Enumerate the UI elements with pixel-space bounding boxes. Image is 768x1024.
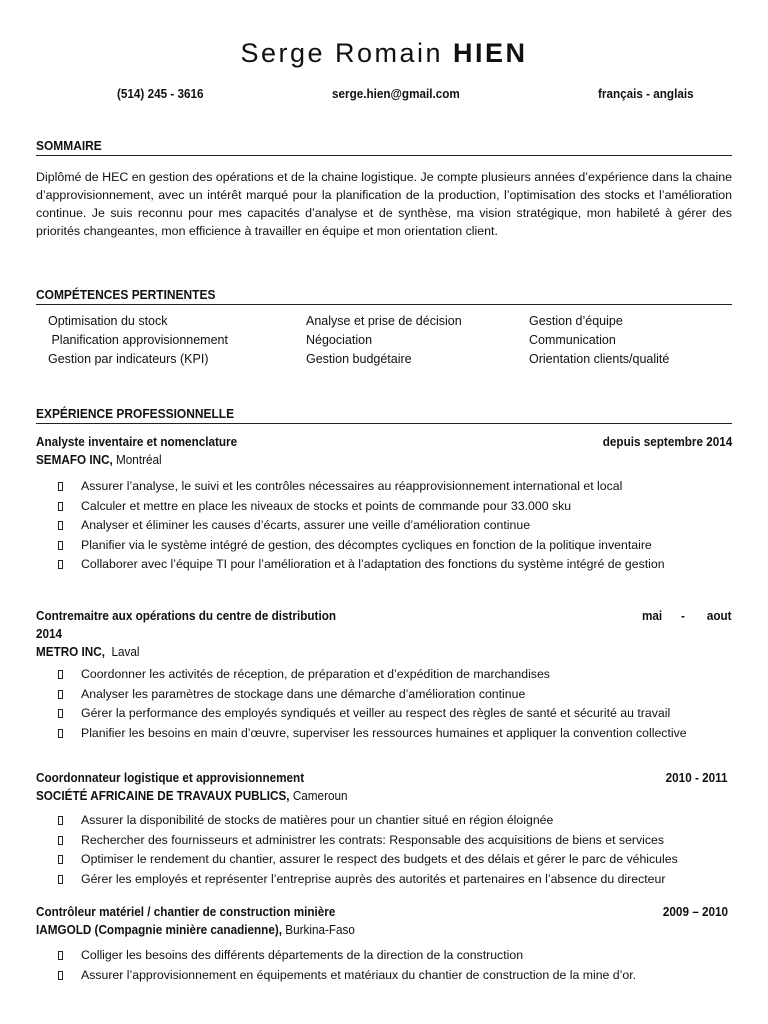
job-date: 2009 – 2010 [662,905,728,919]
list-item: Gérer les employés et représenter l’entreprise auprès des autorités et partenaires en l’absence du directeur [56,870,678,890]
bullet-icon [58,541,63,550]
list-item: Assurer l’approvisionnement en équipements et matériaux du chantier de construction de la mine d’or. [56,966,636,986]
languages: français - anglais [598,86,694,101]
list-item: Optimiser le rendement du chantier, assurer le respect des budgets et des délais et gérer le parc de véhicules [56,850,678,870]
skill-item: Planification approvisionnement [48,333,228,347]
job-bullets [56,946,636,985]
bullet-icon [58,729,63,738]
company-location: Montréal [112,453,162,467]
company-location: Cameroun [289,789,348,803]
company-location: Burkina-Faso [281,923,355,937]
bullet-icon [58,560,63,569]
list-item: Colliger les besoins des différents départements de la direction de la construction [56,946,636,966]
company-name: SOCIÉTÉ AFRICAINE DE TRAVAUX PUBLICS, [36,789,290,803]
company-line [36,645,139,659]
phone-number: (514) 245 - 3616 [117,86,204,101]
job-bullets [56,665,687,743]
job-date-month-end: aout [707,609,732,623]
bullet-icon [58,670,63,679]
company-line [36,789,348,803]
list-item: Analyser les paramètres de stockage dans une démarche d’amélioration continue [56,685,687,705]
job-date: 2010 - 2011 [666,771,728,785]
bullet-icon [58,709,63,718]
bullet-icon [58,502,63,511]
company-name: IAMGOLD (Compagnie minière canadienne), [36,923,282,937]
skill-item: Optimisation du stock [48,314,168,328]
bullet-icon [58,482,63,491]
list-item: Planifier les besoins en main d’œuvre, superviser les ressources humaines et appliquer la convention collective [56,724,687,744]
list-item: Assurer l’analyse, le suivi et les contrôles nécessaires au réapprovisionnement international et local [56,477,665,497]
job-date-month-start: mai [642,609,663,623]
job-title: Contrôleur matériel / chantier de construction minière [36,905,336,919]
skill-item: Analyse et prise de décision [306,314,462,328]
list-item: Analyser et éliminer les causes d’écarts, assurer une veille d’amélioration continue [56,516,665,536]
list-item: Gérer la performance des employés syndiqués et veiller au respect des règles de santé et sécurité au travail [56,704,687,724]
company-line [36,923,355,937]
bullet-icon [58,836,63,845]
summary-text: Diplômé de HEC en gestion des opérations et de la chaine logistique. Je compte plusieurs années d’expérience dans la chaine d’approvisionnement, avec un intérêt marqué pour la planification de la production, l’optimisation des stocks et l’amélioration continue. Je suis reconnu pour mes capacités d’analyse et de synthèse, ma vision stratégique, mon habileté à gérer des priorités changeantes, mon efficience à travailler en équipe et mon orientation client. [36,170,732,238]
bullet-icon [58,521,63,530]
first-names: Serge Romain [240,38,444,68]
job-title: Coordonnateur logistique et approvisionnement [36,771,305,785]
bullet-icon [58,855,63,864]
bullet-icon [58,690,63,699]
company-location: Laval [104,645,140,659]
list-item: Rechercher des fournisseurs et administrer les contrats: Responsable des acquisitions de biens et services [56,831,678,851]
email-address: serge.hien@gmail.com [332,86,460,101]
bullet-icon [58,951,63,960]
job-date-year: 2014 [36,627,63,641]
candidate-name [0,38,768,69]
skill-item: Gestion par indicateurs (KPI) [48,352,209,366]
experience-heading: EXPÉRIENCE PROFESSIONNELLE [36,406,732,424]
list-item: Assurer la disponibilité de stocks de matières pour un chantier situé en région éloignée [56,811,678,831]
skill-item: Gestion budgétaire [306,352,412,366]
list-item: Calculer et mettre en place les niveaux de stocks et points de commande pour 33.000 sku [56,497,665,517]
last-name: HIEN [453,38,528,68]
skill-item: Négociation [306,333,373,347]
job-title: Analyste inventaire et nomenclature [36,435,238,449]
company-name: SEMAFO INC, [36,453,113,467]
company-name: METRO INC, [36,645,105,659]
skills-heading: COMPÉTENCES PERTINENTES [36,287,732,305]
list-item: Coordonner les activités de réception, de préparation et d’expédition de marchandises [56,665,687,685]
bullet-icon [58,875,63,884]
bullet-icon [58,971,63,980]
skill-item: Orientation clients/qualité [529,352,670,366]
skill-item: Gestion d’équipe [529,314,623,328]
company-line [36,453,162,467]
job-bullets [56,811,678,889]
skill-item: Communication [529,333,616,347]
job-title: Contremaitre aux opérations du centre de distribution [36,609,337,623]
bullet-icon [58,816,63,825]
list-item: Collaborer avec l’équipe TI pour l’amélioration et à l’adaptation des fonctions du système intégré de gestion [56,555,665,575]
job-bullets [56,477,665,575]
list-item: Planifier via le système intégré de gestion, des décomptes cycliques en fonction de la politique inventaire [56,536,665,556]
job-date: depuis septembre 2014 [602,435,732,449]
job-date-separator: - [681,609,685,623]
summary-heading: SOMMAIRE [36,138,732,156]
